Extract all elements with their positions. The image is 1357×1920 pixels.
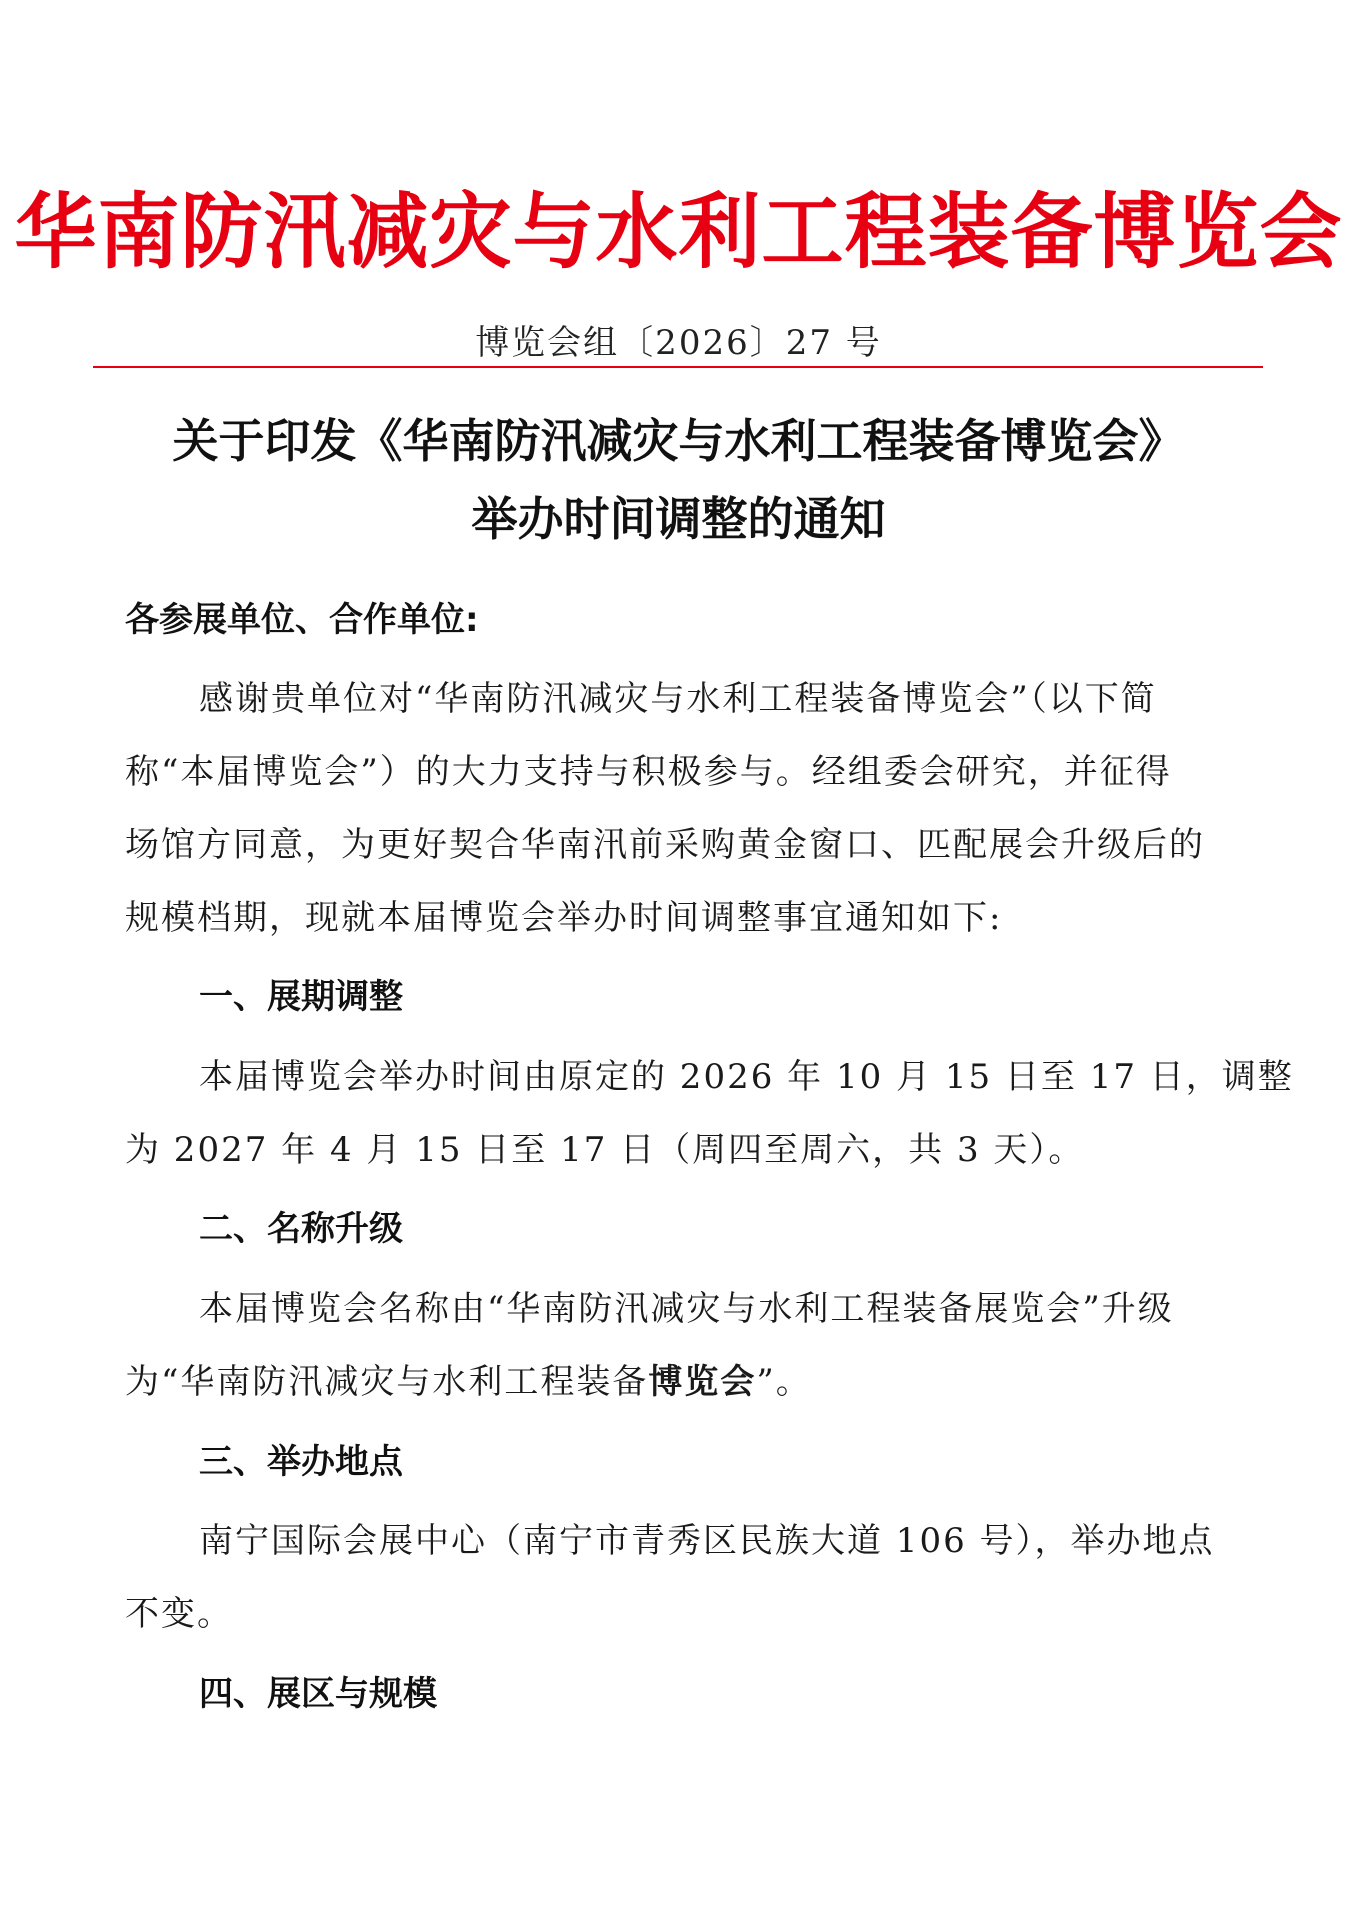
- name-line-2-prefix: 为“华南防汛减灾与水利工程装备: [125, 1362, 649, 1402]
- intro-paragraph: [125, 663, 1237, 955]
- schedule-line-1: 本届博览会举办时间由原定的 2026 年 10 月 15 日至 17 日，调整: [199, 1057, 1294, 1097]
- name-line-1: 本届博览会名称由“华南防汛减灾与水利工程装备展览会”升级: [199, 1289, 1174, 1329]
- salutation: 各参展单位、合作单位:: [125, 600, 479, 640]
- section-schedule-paragraph: [125, 1041, 1294, 1187]
- section-heading-venue: 三、举办地点: [199, 1442, 403, 1482]
- name-line-2-emphasis: 博览会: [648, 1362, 757, 1402]
- section-heading-scale: 四、展区与规模: [199, 1674, 437, 1714]
- masthead-title: 华南防汛减灾与水利工程装备博览会: [14, 185, 1343, 280]
- section-venue-paragraph: [125, 1505, 1237, 1651]
- intro-line-1: 感谢贵单位对“华南防汛减灾与水利工程装备博览会”（以下简: [199, 679, 1157, 719]
- red-divider-line: [93, 366, 1263, 368]
- section-heading-schedule: 一、展期调整: [199, 977, 403, 1017]
- notice-title: [0, 402, 1357, 558]
- document-number: 博览会组〔2026〕27 号: [475, 323, 882, 363]
- venue-line-1: 南宁国际会展中心（南宁市青秀区民族大道 106 号），举办地点: [199, 1521, 1215, 1561]
- venue-line-2: 不变。: [125, 1594, 233, 1634]
- schedule-line-2: 为 2027 年 4 月 15 日至 17 日（周四至周六，共 3 天）。: [125, 1130, 1085, 1170]
- section-name-paragraph: [125, 1273, 1237, 1419]
- name-line-2: [125, 1346, 1237, 1419]
- notice-title-line-1: 关于印发《华南防汛减灾与水利工程装备博览会》: [172, 414, 1185, 468]
- name-line-2-suffix: ”。: [756, 1362, 812, 1402]
- intro-line-4: 规模档期，现就本届博览会举办时间调整事宜通知如下:: [125, 898, 1003, 938]
- notice-title-line-2: 举办时间调整的通知: [471, 492, 886, 546]
- section-heading-name: 二、名称升级: [199, 1209, 403, 1249]
- intro-line-3: 场馆方同意，为更好契合华南汛前采购黄金窗口、匹配展会升级后的: [125, 825, 1205, 865]
- intro-line-2: 称“本届博览会”）的大力支持与积极参与。经组委会研究，并征得: [125, 752, 1172, 792]
